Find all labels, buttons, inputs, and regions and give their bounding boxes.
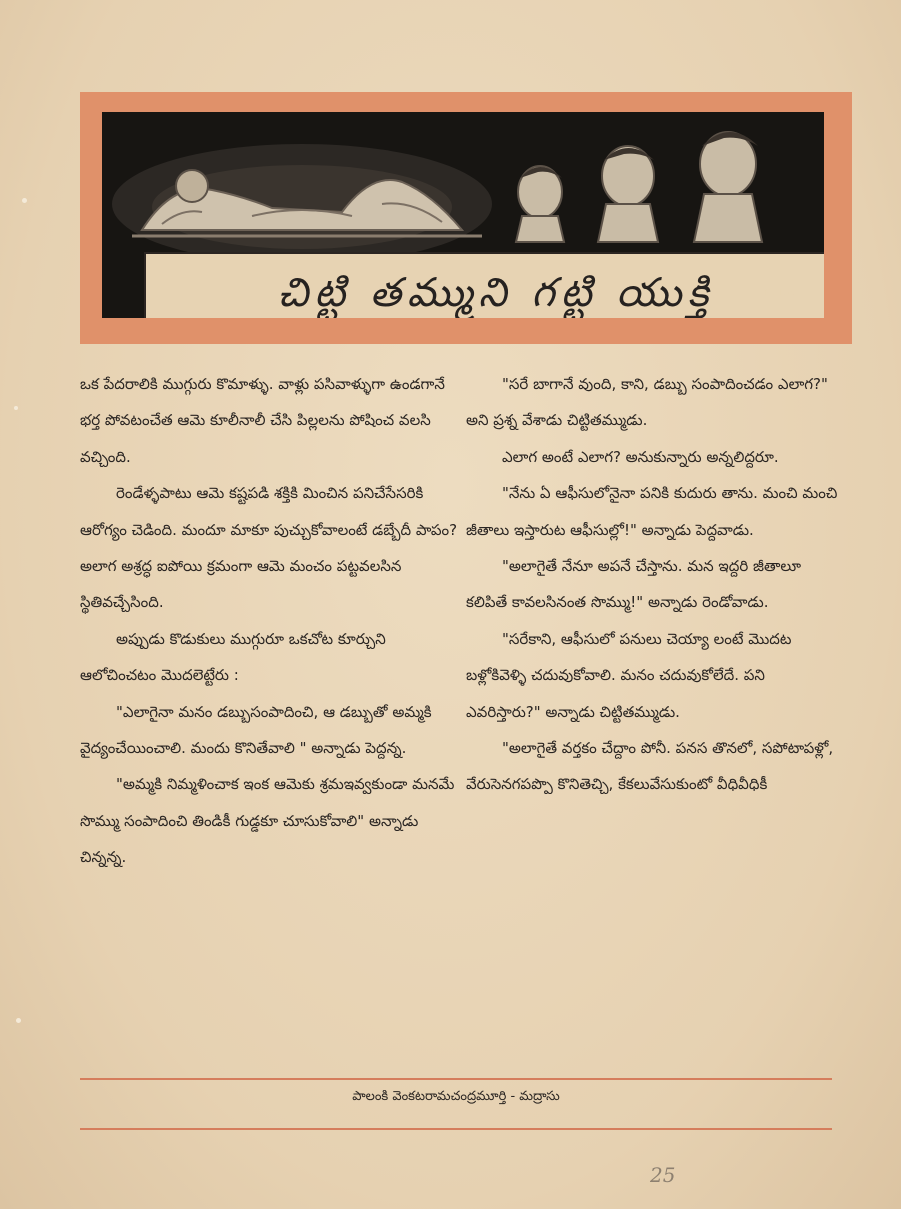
page-number: 25 xyxy=(650,1163,676,1187)
artist-signature: M.T.V. xyxy=(764,288,796,298)
paragraph: "అలాగైతే నేనూ అపనే చేస్తాను. మన ఇద్దరి జీతాలూ కలిపితే కావలసినంత సొమ్ము!" అన్నాడు రెండోవాడు. xyxy=(466,557,802,612)
paragraph: "సరేకాని, ఆఫీసులో పనులు చెయ్యా లంటే మొదట బళ్లోకివెళ్ళి చదువుకోవాలి. మనం చదువుకోలేదే. పని ఎవరిస్తారు?" అన్నాడు చిట్టితమ్ముడు. xyxy=(466,629,792,721)
left-column xyxy=(80,366,458,876)
paragraph: "నేను ఏ ఆఫీసులోనైనా పనికి కుదురు తాను. మంచి మంచి జీతాలు ఇస్తారుట ఆఫీసుల్లో!" అన్నాడు పెద్దవాడు. xyxy=(466,484,838,539)
paragraph: "అలాగైతే వర్తకం చేద్దాం పోనీ. పనస తొనలో, సపోటాపళ్లో, వేరుసెనగపప్పొ కొనితెచ్చి, కేకలువేసుకుంటో వీధివీధికీ xyxy=(466,739,834,794)
footer-rule-bottom xyxy=(80,1128,832,1130)
author-byline: పాలంకి వెంకటరామచంద్రమూర్తి - మద్రాసు xyxy=(352,1089,560,1104)
paragraph: ఎలాగ అంటే ఎలాగ? అనుకున్నారు అన్నలిద్దరూ. xyxy=(502,447,779,466)
paragraph: రెండేళ్ళపాటు ఆమె కష్టపడి శక్తికి మించిన పనిచేసేసరికి ఆరోగ్యం చెడింది. మందూ మాకూ పుచ్చుకోవాలంటే డబ్బేదీ పాపం? అలాగ అశ్రద్ధ ఐపోయి క్రమంగా ఆమె మంచం పట్టవలసిన స్థితివచ్చేసింది. xyxy=(80,484,458,612)
paragraph: అప్పుడు కొడుకులు ముగ్గురూ ఒకచోట కూర్చుని ఆలోచించటం మొదలెట్టేరు : xyxy=(80,629,386,685)
paragraph: ఒక పేదరాలికి ముగ్గురు కొమాళ్ళు. వాళ్లు పసివాళ్ళుగా ఉండగానే భర్త పోవటంచేత ఆమె కూలీనాలీ చేసి పిల్లలను పోషించ వలసి వచ్చింది. xyxy=(80,375,445,466)
paper-speck xyxy=(14,406,18,410)
paper-speck xyxy=(16,1018,21,1023)
title-illustration-frame xyxy=(80,92,852,344)
right-column xyxy=(466,366,844,803)
title-illustration xyxy=(102,112,824,318)
paragraph: "ఎలాగైనా మనం డబ్బుసంపాదించి, ఆ డబ్బుతో అమ్మకి వైద్యంచేయించాలి. మందు కొనితేవాలి " అన్నాడు పెద్దన్న. xyxy=(80,702,432,758)
paragraph: "అమ్మకి నిమ్మళించాక ఇంక ఆమెకు శ్రమఇవ్వకుండా మనమే సొమ్ము సంపాదించి తిండికీ గుడ్డకూ చూసుకోవాలి" అన్నాడు చిన్నన్న. xyxy=(80,775,455,867)
paper-speck xyxy=(22,198,27,203)
footer-rule-top xyxy=(80,1078,832,1080)
paragraph: "సరే బాగానే వుంది, కాని, డబ్బు సంపాదించడం ఎలాగ?" అని ప్రశ్న వేశాడు చిట్టితమ్ముడు. xyxy=(466,375,828,430)
title-banner xyxy=(144,252,824,318)
story-title: చిట్టి తమ్ముని గట్టి యుక్తి xyxy=(277,270,715,316)
